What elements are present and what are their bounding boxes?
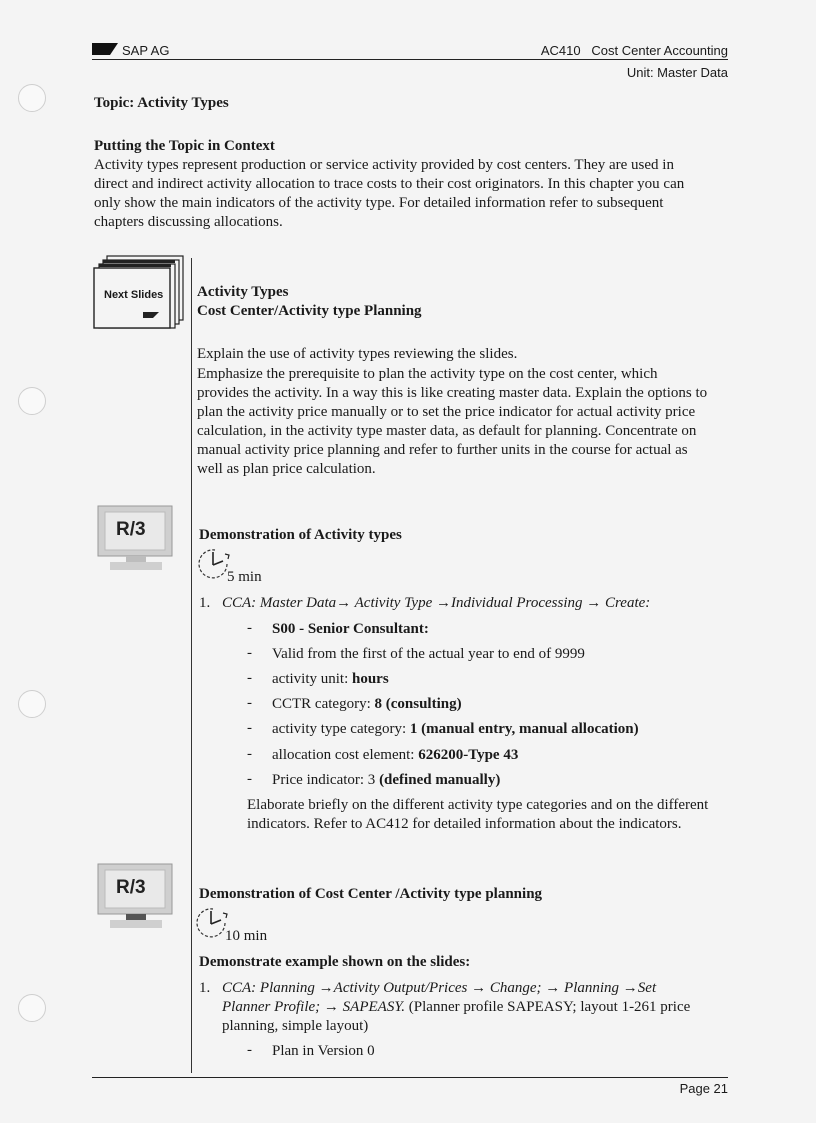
demo2-sub-item: Plan in Version 0 [272, 1043, 375, 1059]
slide-title-activity-types: Activity Types [197, 284, 289, 300]
company-name: SAP AG [122, 43, 170, 58]
demo2-step-line2: Planner Profile; → SAPEASY. (Planner profile SAPEASY; layout 1-261 price [222, 999, 691, 1015]
list-item: Valid from the first of the actual year to end of 9999 [272, 646, 585, 662]
list-item: allocation cost element: 626200-Type 43 [272, 747, 519, 763]
r3-label: R/3 [116, 877, 146, 898]
demo1-step-path: CCA: Master Data→ Activity Type →Individual Processing → Create: [222, 595, 651, 611]
binder-hole [18, 690, 46, 718]
binder-hole [18, 84, 46, 112]
demo1-duration: 5 min [227, 569, 262, 585]
demo2-heading: Demonstration of Cost Center /Activity type planning [199, 886, 543, 902]
demo2-duration: 10 min [225, 928, 268, 944]
course-header [541, 43, 728, 58]
demo2-step-number: 1. [199, 980, 211, 996]
demo2-step-line1: CCA: Planning →Activity Output/Prices → Change; → Planning →Set [222, 980, 657, 996]
next-slides-label: Next Slides [104, 289, 164, 301]
demo2-step-line3: planning, simple layout) [222, 1018, 369, 1034]
list-item: activity unit: hours [272, 671, 389, 687]
course-code: AC410 [540, 43, 581, 58]
list-item: S00 - Senior Consultant: [272, 621, 429, 637]
r3-label: R/3 [116, 519, 146, 540]
topic-title: Topic: Activity Types [94, 95, 229, 111]
slides-intro: Explain the use of activity types reviewing the slides. [197, 346, 518, 362]
demo1-heading: Demonstration of Activity types [199, 527, 402, 543]
margin-rule [191, 258, 192, 1073]
course-title: Cost Center Accounting [591, 43, 728, 58]
context-heading: Putting the Topic in Context [94, 138, 275, 154]
demo1-note: Elaborate briefly on the different activity type categories and on the different indicators. Refer to AC412 for detailed information about the indicators. [247, 797, 709, 832]
unit-label: Unit: Master Data [626, 65, 728, 80]
footer-rule [92, 1077, 728, 1078]
context-paragraph: Activity types represent production or service activity provided by cost centers. They are used in direct and indirect activity allocation to trace costs to their cost originators. In this chapter you can only show the main indicators of the activity type. For detailed information refer to subsequent chapters discussing allocations. [94, 157, 685, 230]
slides-paragraph: Emphasize the prerequisite to plan the activity type on the cost center, which provides the activity. In a way this is like creating master data. Explain the options to plan the activity price manually or to set the price indicator for actual activity price calculation, in the activity type master data, as default for planning. Concentrate on manual activity price planning and refer to further units in the course for actual as well as plan price calculation. [197, 366, 708, 477]
header-rule [92, 59, 728, 60]
demo1-step-number: 1. [199, 595, 211, 611]
list-item: Price indicator: 3 (defined manually) [272, 772, 501, 788]
list-item: CCTR category: 8 (consulting) [272, 696, 462, 712]
page-number: Page 21 [679, 1081, 728, 1096]
list-item: activity type category: 1 (manual entry, manual allocation) [272, 721, 639, 737]
demo2-subheading: Demonstrate example shown on the slides: [199, 954, 471, 970]
sap-logo-icon [92, 43, 118, 55]
binder-hole [18, 994, 46, 1022]
slide-title-planning: Cost Center/Activity type Planning [197, 303, 422, 319]
binder-hole [18, 387, 46, 415]
